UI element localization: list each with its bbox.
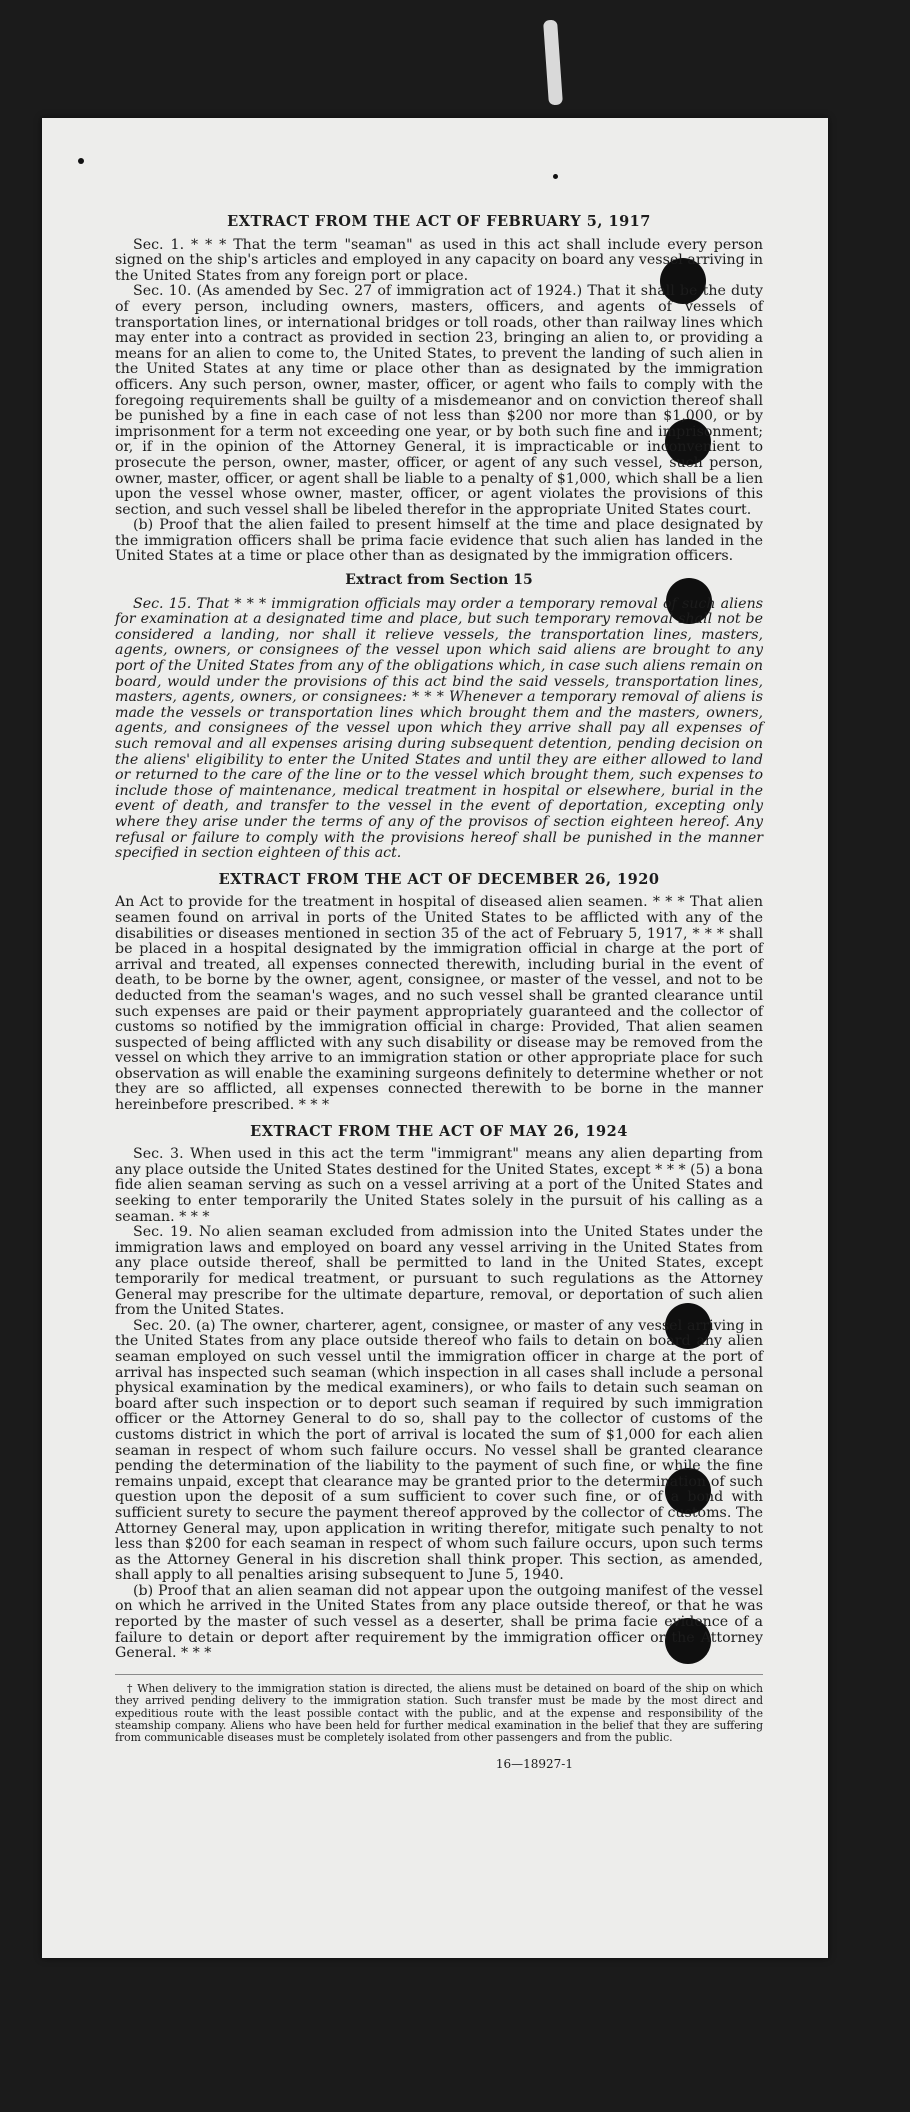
section-19-paragraph: Sec. 19. No alien seaman excluded from admission into the United States under the immigration laws and employed on board any vessel arriving in the United States from any place outside thereof, shall be permitted to land in the United States, except temporarily for medical treatment, or pursuant to such regulations as the Attorney General may prescribe for the ultimate departure, removal, or deportation of such alien from the United States. xyxy=(115,1224,763,1319)
act-1920-paragraph: An Act to provide for the treatment in hospital of diseased alien seamen. * * * That alien seamen found on arrival in ports of the United States to be afflicted with any of the disabilities or diseases mentioned in section 35 of the act of February 5, 1917, * * * shall be placed in a hospital designated by the immigration official in charge at the port of arrival and treated, all expenses connected therewith, including burial in the event of death, to be borne by the owner, agent, consignee, or master of the vessel, and not to be deducted from the seaman's wages, and no such vessel shall be granted clearance until such expenses are paid or their payment appropriately guaranteed and the collector of customs so notified by the immigration official in charge: Provided, That alien seamen suspected of being afflicted with any such disability or disease may be removed from the vessel on which they arrive to an immigration station or other appropriate place for such observation as will enable the examining surgeons definitely to determine whether or not they are so afflicted, all expenses connected therewith to be borne in the manner hereinbefore prescribed. * * * xyxy=(115,894,763,1114)
section-10b-paragraph: (b) Proof that the alien failed to present himself at the time and place designated by the immigration officers shall be prima facie evidence that such alien has landed in the United States at a time or place other than as designated by the immigration officers. xyxy=(115,517,763,565)
dust-speck xyxy=(78,158,84,164)
heading-act-1924: EXTRACT FROM THE ACT OF MAY 26, 1924 xyxy=(250,1122,628,1140)
section-20a-paragraph: Sec. 20. (a) The owner, charterer, agent, consignee, or master of any vessel arriving in the United States from any place outside thereof who fails to detain on board any alien seaman employed on such vessel until the immigration officer in charge at the port of arrival has inspected such seaman (which inspection in all cases shall include a personal physical examination by the medical examiners), or who fails to detain such seaman on board after such inspection or to deport such seaman if required by such immigration officer or the Attorney General to do so, shall pay to the collector of customs of the customs district in which the port of arrival is located the sum of $1,000 for each alien seaman in respect of whom such failure occurs. No vessel shall be granted clearance pending the determination of the liability to the payment of such fine, or while the fine remains unpaid, except that clearance may be granted prior to the determination of such question upon the deposit of a sum sufficient to cover such fine, or of a bond with sufficient surety to secure the payment thereof approved by the collector of customs. The Attorney General may, upon application in writing therefor, mitigate such penalty to not less than $200 for each seaman in respect of whom such failure occurs, upon such terms as the Attorney General in his discretion shall think proper. This section, as amended, shall apply to all penalties arising subsequent to June 5, 1940. xyxy=(115,1317,763,1584)
document-content xyxy=(115,214,763,1772)
heading-act-1917: EXTRACT FROM THE ACT OF FEBRUARY 5, 1917 xyxy=(227,213,651,230)
footnote xyxy=(115,1674,763,1745)
film-scratch-mark xyxy=(543,20,563,106)
form-number: 16—18927-1 xyxy=(495,1756,573,1771)
section-20b-paragraph: (b) Proof that an alien seaman did not appear upon the outgoing manifest of the vessel on which he arrived in the United States from any place outside thereof, or that he was reported by the master of such vessel as a deserter, shall be prima facie evidence of a failure to detain or deport after requirement by the immigration officer or the Attorney General. * * * xyxy=(115,1582,763,1662)
section-3-paragraph: Sec. 3. When used in this act the term "immigrant" means any alien departing from any place outside the United States destined for the United States, except * * * (5) a bona fide alien seaman serving as such on a vessel arriving at a port of the United States and seeking to enter temporarily the United States solely in the pursuit of his calling as a seaman. * * * xyxy=(115,1146,763,1225)
section-10-paragraph: Sec. 10. (As amended by Sec. 27 of immigration act of 1924.) That it shall be the duty of every person, including owners, masters, officers, and agents of vessels of transportation lines, or international bridges or toll roads, other than railway lines which may enter into a contract as provided in section 23, bringing an alien to, or providing a means for an alien to come to, the United States, to prevent the landing of such alien in the United States at any time or place other than as designated by the immigration officers. Any such person, owner, master, officer, or agent who fails to comply with the foregoing requirements shall be guilty of a misdemeanor and on conviction thereof shall be punished by a fine in each case of not less than $200 nor more than $1,000, or by imprisonment for a term not exceeding one year, or by both such fine and imprisonment; or, if in the opinion of the Attorney General, it is impracticable or inconvenient to prosecute the person, owner, master, officer, or agent of any such vessel, such person, owner, master, officer, or agent shall be liable to a penalty of $1,000, which shall be a lien upon the vessel whose owner, master, officer, or agent violates the provisions of this section, and such vessel shall be libeled therefor in the appropriate United States court. xyxy=(115,283,763,518)
section-15-paragraph: Sec. 15. That * * * immigration officials may order a temporary removal of such aliens for examination at a designated time and place, but such temporary removal shall not be considered a landing, nor shall it relieve vessels, the transportation lines, masters, agents, owners, or consignees of the vessel upon which said aliens are brought to any port of the United States from any of the obligations which, in case such aliens remain on board, would under the provisions of this act bind the said vessels, transportation lines, masters, agents, owners, or consignees: * * * Whenever a temporary removal of aliens is made the vessels or transportation lines which brought them and the masters, owners, agents, and consignees of the vessel upon which they arrive shall pay all expenses of such removal and all expenses arising during subsequent detention, pending decision on the aliens' eligibility to enter the United States and until they are either allowed to land or returned to the care of the line or to the vessel which brought them, such expenses to include those of maintenance, medical treatment in hospital or elsewhere, burial in the event of death, and transfer to the vessel in the event of deportation, excepting only where they arise under the terms of any of the provisos of section eighteen hereof. Any refusal or failure to comply with the provisions hereof shall be punished in the manner specified in section eighteen of this act. xyxy=(115,595,763,862)
dust-speck xyxy=(553,174,558,179)
section-1-paragraph: Sec. 1. * * * That the term "seaman" as used in this act shall include every person signed on the ship's articles and employed in any capacity on board any vessel arriving in the United States from any foreign port or place. xyxy=(115,236,763,284)
heading-section-15: Extract from Section 15 xyxy=(345,572,533,589)
footnote-text: † When delivery to the immigration station is directed, the aliens must be detained on board of the ship on which they arrived pending delivery to the immigration station. Such transfer must be made by the most direct and expeditious route with the least possible contact with the public, and at the expense and responsibility of the steamship company. Aliens who have been held for further medical examination in the belief that they are suffering from communicable diseases must be completely isolated from other passengers and from the public. xyxy=(115,1681,763,1745)
heading-act-1920: EXTRACT FROM THE ACT OF DECEMBER 26, 1920 xyxy=(218,870,660,888)
document-page xyxy=(42,118,828,1958)
